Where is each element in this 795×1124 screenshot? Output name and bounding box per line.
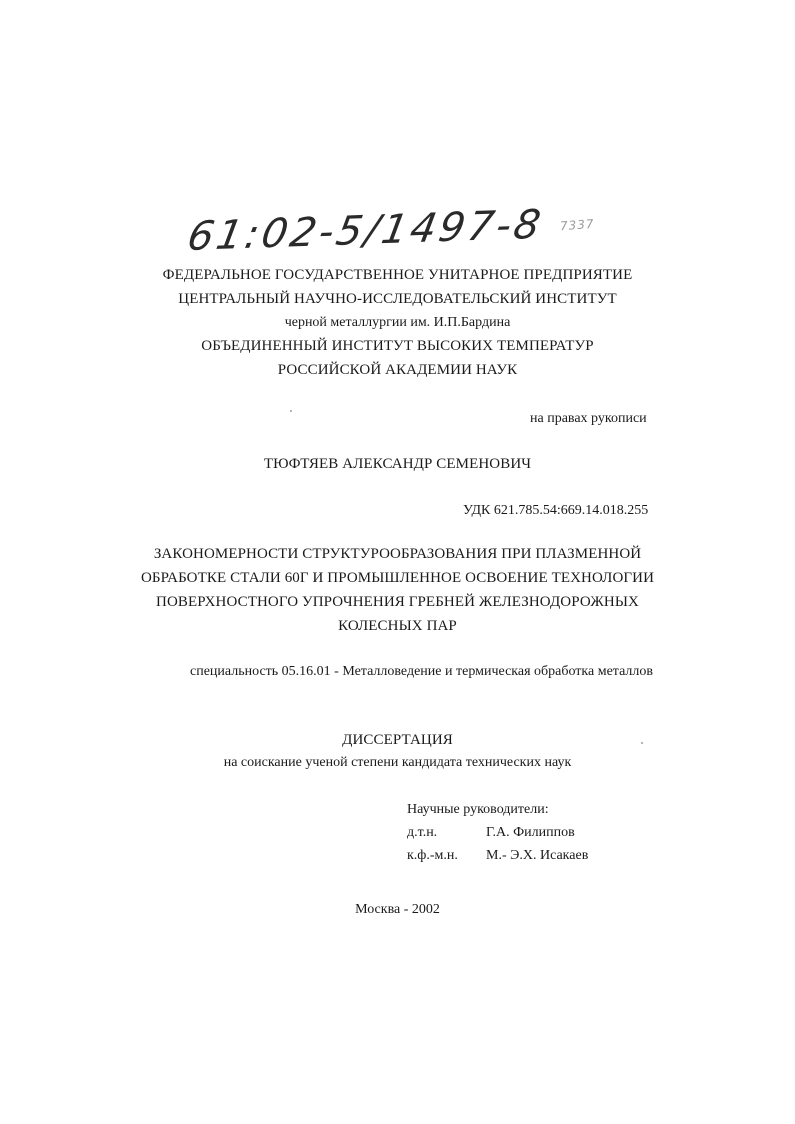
header-line-2: ЦЕНТРАЛЬНЫЙ НАУЧНО-ИССЛЕДОВАТЕЛЬСКИЙ ИНСТИТУТ — [178, 291, 617, 307]
scan-speck — [641, 742, 643, 744]
work-type: ДИССЕРТАЦИЯ — [342, 732, 453, 748]
scan-speck — [290, 410, 292, 412]
author-name: ТЮФТЯЕВ АЛЕКСАНДР СЕМЕНОВИЧ — [263, 456, 532, 472]
header-line-4: ОБЪЕДИНЕННЫЙ ИНСТИТУТ ВЫСОКИХ ТЕМПЕРАТУР — [201, 338, 594, 354]
degree-sought: на соискание ученой степени кандидата технических наук — [223, 755, 572, 770]
corner-pencil-mark: 7337 — [559, 216, 595, 234]
manuscript-rights: на правах рукописи — [530, 411, 647, 426]
header-line-5: РОССИЙСКОЙ АКАДЕМИИ НАУК — [277, 362, 518, 378]
title-line-2: ОБРАБОТКЕ СТАЛИ 60Г И ПРОМЫШЛЕННОЕ ОСВОЕНИЕ ТЕХНОЛОГИИ — [140, 570, 655, 586]
advisors-heading: Научные руководители: — [407, 802, 549, 817]
header-line-3: черной металлургии им. И.П.Бардина — [284, 315, 511, 330]
specialty: специальность 05.16.01 - Металловедение и термическая обработка металлов — [190, 664, 654, 679]
advisor-2-degree: к.ф.-м.н. — [407, 848, 458, 863]
title-line-4: КОЛЕСНЫХ ПАР — [338, 618, 457, 634]
title-line-1: ЗАКОНОМЕРНОСТИ СТРУКТУРООБРАЗОВАНИЯ ПРИ ПЛАЗМЕННОЙ — [153, 546, 642, 562]
header-line-1: ФЕДЕРАЛЬНОЕ ГОСУДАРСТВЕННОЕ УНИТАРНОЕ ПРЕДПРИЯТИЕ — [162, 267, 633, 283]
advisor-1-degree: д.т.н. — [407, 825, 438, 840]
handwritten-catalog-number: 61:02-5/1497-8 — [183, 201, 547, 260]
advisor-1-name: Г.А. Филиппов — [486, 825, 575, 840]
advisor-2-name: М.- Э.Х. Исакаев — [486, 848, 589, 863]
udc-code: УДК 621.785.54:669.14.018.255 — [463, 503, 649, 518]
title-line-3: ПОВЕРХНОСТНОГО УПРОЧНЕНИЯ ГРЕБНЕЙ ЖЕЛЕЗНОДОРОЖНЫХ — [156, 594, 639, 610]
place-year: Москва - 2002 — [355, 902, 440, 917]
